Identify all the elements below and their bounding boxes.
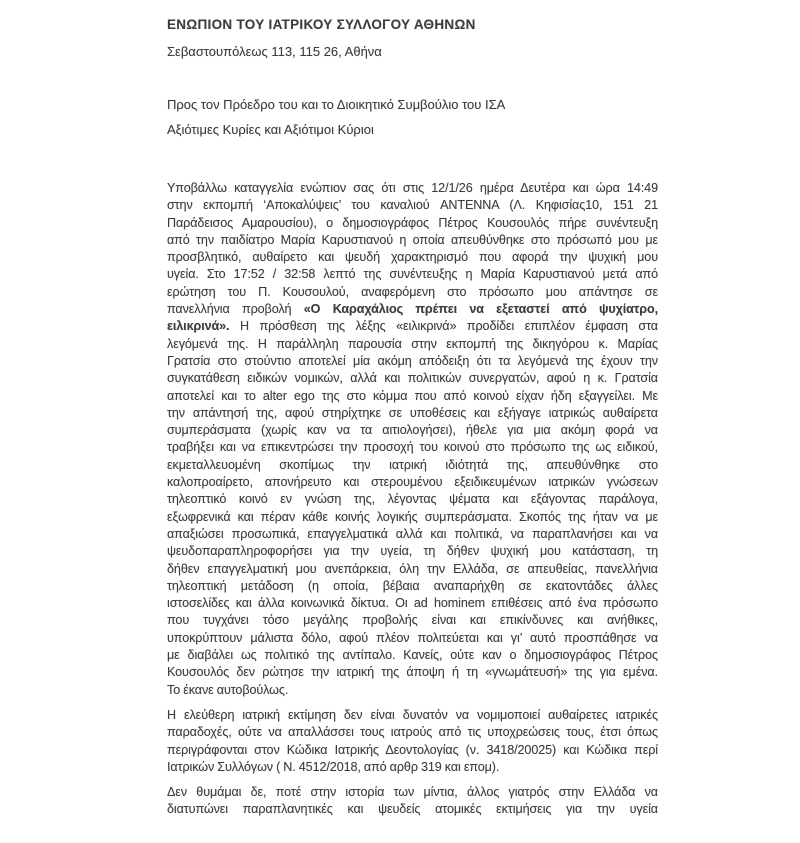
text-run: Κουσουλός δεν ρώτησε την ιατρική της άποψη ή τη «γνωμάτευσή» της για εμένα. [167, 665, 658, 680]
text-line [167, 595, 658, 612]
text-run: καλοπροαίρετο, απονήρευτο και στερουμένου εξειδικευμένων ιατρικών γνώσεων [167, 475, 658, 490]
text-run: Παράδεισος Αμαρουσίου), ο δημοσιογράφος Πέτρος Κουσουλός πήρε συνέντευξη [167, 215, 658, 230]
text-line [167, 284, 658, 301]
text-line [167, 180, 658, 197]
text-line [167, 526, 658, 543]
text-line [167, 318, 658, 335]
text-run: Υποβάλλω καταγγελία ενώπιον σας ότι στις 12/1/26 ημέρα Δευτέρα και ώρα 14:49 [167, 181, 658, 195]
text-line [167, 491, 658, 508]
text-line [167, 215, 658, 232]
text-run: υγεία. Στο 17:52 / 32:58 λεπτό της συνέντευξης η Μαρία Καρυστιανού μετά από [167, 267, 658, 282]
text-line [167, 388, 658, 405]
text-run: συγκατάθεση ειδικών νομικών, αλλά και πολιτικών συνεργατών, αφού η κ. Γρατσία [167, 371, 658, 386]
text-line [167, 759, 658, 776]
text-line [167, 647, 658, 664]
text-run: εκμεταλλευομένη σκοπίμως την ιατρική ιδιότητά της, απευθύνθηκε στο [167, 457, 658, 472]
text-run: απαξιώσει προσωπικά, επαγγελματικά αλλά και πολιτικά, να παραπλανήσει και να [167, 526, 658, 541]
text-run: λεγόμενά της. Η παράλληλη παρουσία στην εκπομπή της δικηγόρου κ. Μαρίας [167, 336, 658, 351]
text-line [167, 664, 658, 681]
text-line [167, 249, 658, 266]
text-run: πανελλήνια προβολή [167, 302, 304, 317]
text-run: Γρατσία στο στούντιο αποτελεί μία ακόμη απόδειξη ότι τα λεγόμενά της έχουν την [167, 353, 658, 368]
text-line [167, 266, 658, 283]
text-run: παραδοχές, ούτε να απαλλάσσει τους ιατρούς από τις υποχρεώσεις τους, έτσι όπως [167, 725, 658, 740]
text-line [167, 336, 658, 353]
text-run: από την παιδίατρο Μαρία Καρυστιανού η οποία απευθύνθηκε στο πρόσωπό μου με [167, 232, 658, 247]
to-president-line: Προς τον Πρόεδρο του και το Διοικητικό Συμβούλιο του ΙΣΑ [167, 97, 506, 112]
text-line [167, 370, 658, 387]
text-line [167, 630, 658, 647]
text-line [167, 612, 658, 629]
text-line [167, 457, 658, 474]
text-line [167, 561, 658, 578]
text-line [167, 197, 658, 214]
text-line [167, 232, 658, 249]
text-line [167, 474, 658, 491]
text-run: συμπεράσματα (χωρίς καν να τα αιτιολογήσει), ήθελε για μια ακόμη φορά να [167, 423, 658, 438]
text-line [167, 707, 658, 724]
text-run: τραβήξει και να επικεντρώσει την προσοχή του κοινού στο πρόσωπο της ως ειδικού, [167, 440, 658, 455]
text-line [167, 578, 658, 595]
text-run: με διαβάλει ως πολιτικό της αντίπαλο. Κανείς, ούτε καν ο δημοσιογράφος Πέτρος [167, 648, 658, 663]
text-line [167, 724, 658, 741]
text-run: που τυγχάνει τόσο μεγάλης προβολής είναι και επικίνδυνες και ανήθικες, [167, 613, 658, 628]
text-run: υποκρύπτουν μάλιστα δόλο, αφού πλέον πολιτεύεται και γι’ αυτό προσπάθησε να [167, 630, 658, 645]
text-line [167, 784, 658, 801]
text-run: Ιατρικών Συλλόγων ( Ν. 4512/2018, από αρθρ 319 και επομ). [167, 759, 500, 774]
text-run: ιστοσελίδες και άλλα κοινωνικά δίκτυα. Οι ad hominem επιθέσεις από ένα πρόσωπο [167, 596, 658, 611]
paragraph [167, 180, 658, 699]
text-run: Δεν θυμάμαι δε, ποτέ στην ιστορία των μίντια, άλλος γιατρός στην Ελλάδα να [167, 785, 658, 800]
text-line [167, 509, 658, 526]
bold-text-run: ειλικρινά». [167, 319, 230, 334]
text-run: Το έκανε αυτοβούλως. [167, 682, 289, 697]
text-run: δήθεν επαγγελματική μου ανεπάρκεια, όλη την Ελλάδα, σε απευθείας, πανελλήνια [167, 561, 658, 576]
text-run: εξωφρενικά και πέραν κάθε κοινής λογικής συμπεράσματα. Σκοπός της ήταν να με [167, 509, 658, 524]
paragraph [167, 784, 658, 819]
text-run: ερώτηση του Π. Κουσουλού, αναφερόμενη στο πρόσωπο μου απάντησε σε [167, 284, 658, 299]
text-run: περιγράφονται στον Κώδικα Ιατρικής Δεοντολογίας (ν. 3418/20025) και Κώδικα περί [167, 742, 658, 757]
addressee-court-title: ΕΝΩΠΙΟΝ ΤΟΥ ΙΑΤΡΙΚΟΥ ΣΥΛΛΟΓΟΥ ΑΘΗΝΩΝ [167, 17, 476, 32]
letter-body [167, 180, 658, 819]
text-run: τηλεοπτική μετάδοση (η οποία, βέβαια αναπαρήχθη σε εκατοντάδες άλλες [167, 578, 658, 593]
addressee-address: Σεβαστουπόλεως 113, 115 26, Αθήνα [167, 44, 382, 59]
salutation-line: Αξιότιμες Κυρίες και Αξιότιμοι Κύριοι [167, 122, 374, 137]
text-run: τηλεοπτικό κοινό εν γνώση της, λέγοντας ψέματα και εξάγοντας παράλογα, [167, 492, 658, 507]
text-run: διατυπώνει παραπλανητικές και ψευδείς ατομικές εκτιμήσεις για την υγεία [167, 802, 658, 817]
bold-text-run: «Ο Καραχάλιος πρέπει να εξεταστεί από ψυχίατρο, [303, 302, 658, 317]
text-run: Η ελεύθερη ιατρική εκτίμηση δεν είναι δυνατόν να νομιμοποιεί αυθαίρετες ιατρικές [167, 707, 658, 722]
text-line [167, 439, 658, 456]
text-line [167, 801, 658, 818]
text-line [167, 422, 658, 439]
complaint-letter [167, 16, 658, 819]
text-line [167, 543, 658, 560]
text-run: αποτελεί και το alter ego της στο κόμμα που από κοινού είχαν ήδη εξαγγείλει. Με [167, 388, 658, 403]
text-run: την απάντησή της, αφού στηρίχτηκε σε υποθέσεις και εξήγαγε ιατρικώς αυθαίρετα [167, 405, 658, 420]
text-run: στην εκπομπή ‘Αποκαλύψεις’ του καναλιού ANTENNA (Λ. Κηφισίας10, 151 21 [167, 198, 658, 213]
text-line [167, 301, 658, 318]
text-run: Η πρόσθεση της λέξης «ειλικρινά» προδίδει επιπλέον έμφαση στα [229, 319, 658, 334]
text-line [167, 405, 658, 422]
text-line [167, 742, 658, 759]
paragraph [167, 707, 658, 776]
text-run: προσβλητικό, αυθαίρετο και ψευδή χαρακτηρισμό που αφορά την ψυχική μου [167, 250, 658, 265]
text-line [167, 682, 658, 699]
text-run: ψευδοπαραπληροφορήσει για την υγεία, τη δήθεν ψυχική μου κατάσταση, τη [167, 544, 658, 559]
text-line [167, 353, 658, 370]
